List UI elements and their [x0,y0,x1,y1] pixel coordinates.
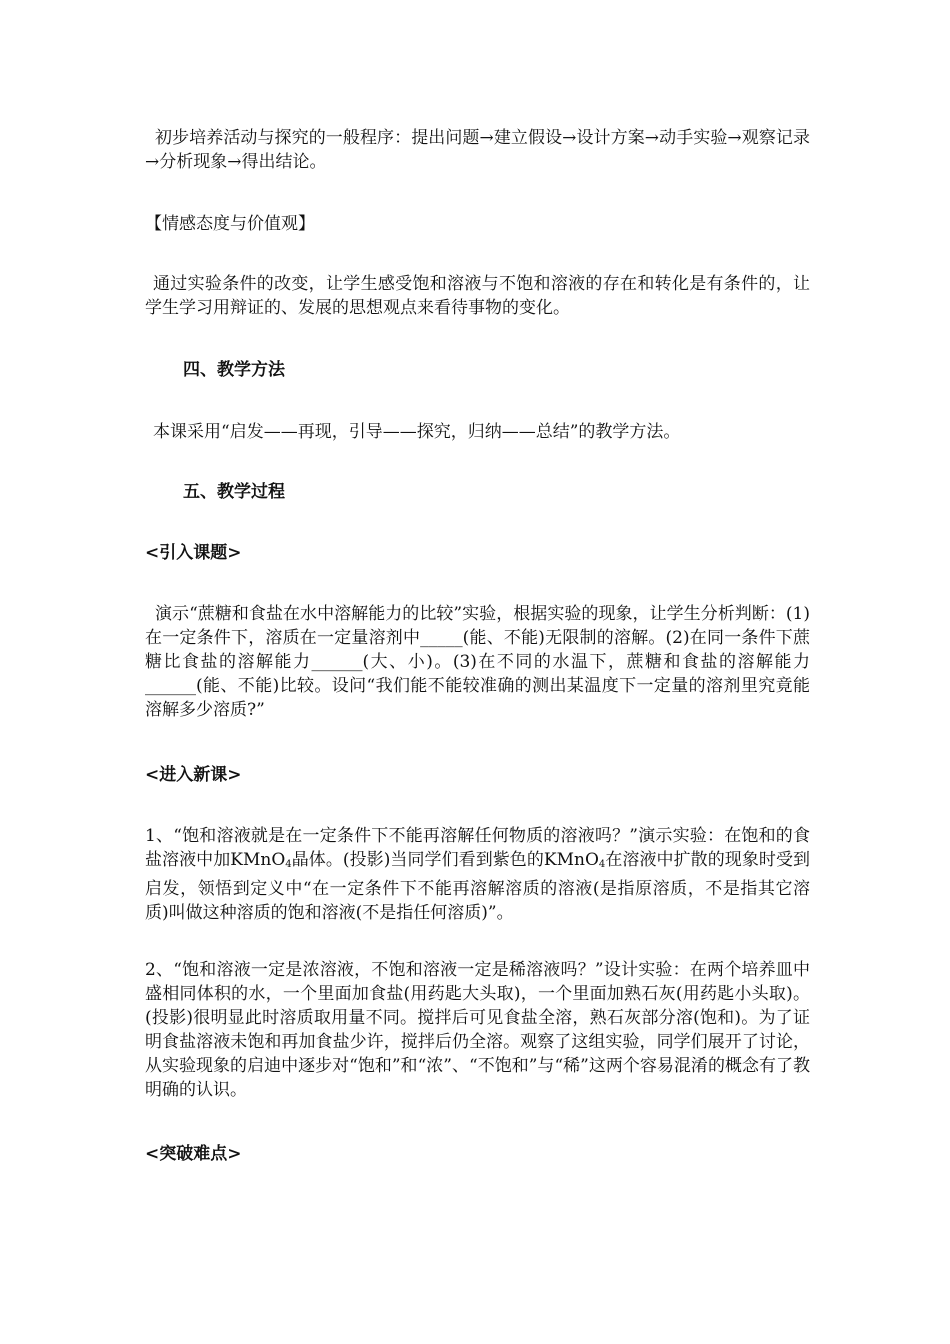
emotion-paragraph: 通过实验条件的改变，让学生感受饱和溶液与不饱和溶液的存在和转化是有条件的，让学生学习用辩证的、发展的思想观点来看待事物的变化。 [145,274,810,318]
breakthrough-heading: <突破难点> [145,1144,242,1164]
item1-text-b: 晶体。(投影)当同学们看到紫色的KMnO [291,850,599,870]
method-paragraph: 本课采用“启发——再现，引导——探究，归纳——总结”的教学方法。 [153,422,681,442]
intro-paragraph: 演示“蔗糖和食盐在水中溶解能力的比较”实验，根据实验的现象，让学生分析判断：(1)在一定条件下，溶质在一定量溶剂中_____(能、不能)无限制的溶解。(2)在同一条件下蔗糖比食盐的溶解能力______(大、小)。(3)在不同的水温下，蔗糖和食盐的溶解能力______(能、不能)比较。设问“我们能不能较准确的测出某温度下一定量的溶剂里究竟能溶解多少溶质?” [145,604,811,720]
section4-title: 四、教学方法 [183,360,285,380]
subscript-4: 4 [285,859,292,870]
intro-heading: <引入课题> [145,543,242,563]
process-paragraph: 初步培养活动与探究的一般程序：提出问题→建立假设→设计方案→动手实验→观察记录→分析现象→得出结论。 [145,128,810,172]
item1-text-a: 1、“饱和溶液就是在一定条件下不能再溶解任何物质的溶液吗？”演示实验：在饱和的食盐溶液中加KMnO [145,826,810,870]
section5-title: 五、教学过程 [183,482,285,502]
emotion-heading: 【情感态度与价值观】 [145,214,315,234]
item1-paragraph [145,824,810,925]
newlesson-heading: <进入新课> [145,765,242,785]
subscript-4: 4 [598,859,606,870]
item1-text-c: 在溶液中扩散的现象时受到启发，领悟到定义中“在一定条件下不能再溶解溶质的溶液(是指原溶质，不是指其它溶质)叫做这种溶质的饱和溶液(不是指任何溶质)”。 [145,850,810,923]
item2-paragraph: 2、“饱和溶液一定是浓溶液，不饱和溶液一定是稀溶液吗？”设计实验：在两个培养皿中盛相同体积的水，一个里面加食盐(用药匙大头取)，一个里面加熟石灰(用药匙小头取)。(投影)很明显此时溶质取用量不同。搅拌后可见食盐全溶，熟石灰部分溶(饱和)。为了证明食盐溶液未饱和再加食盐少许，搅拌后仍全溶。观察了这组实验，同学们展开了讨论，从实验现象的启迪中逐步对“饱和”和“浓”、“不饱和”与“稀”这两个容易混淆的概念有了教明确的认识。 [145,960,810,1100]
